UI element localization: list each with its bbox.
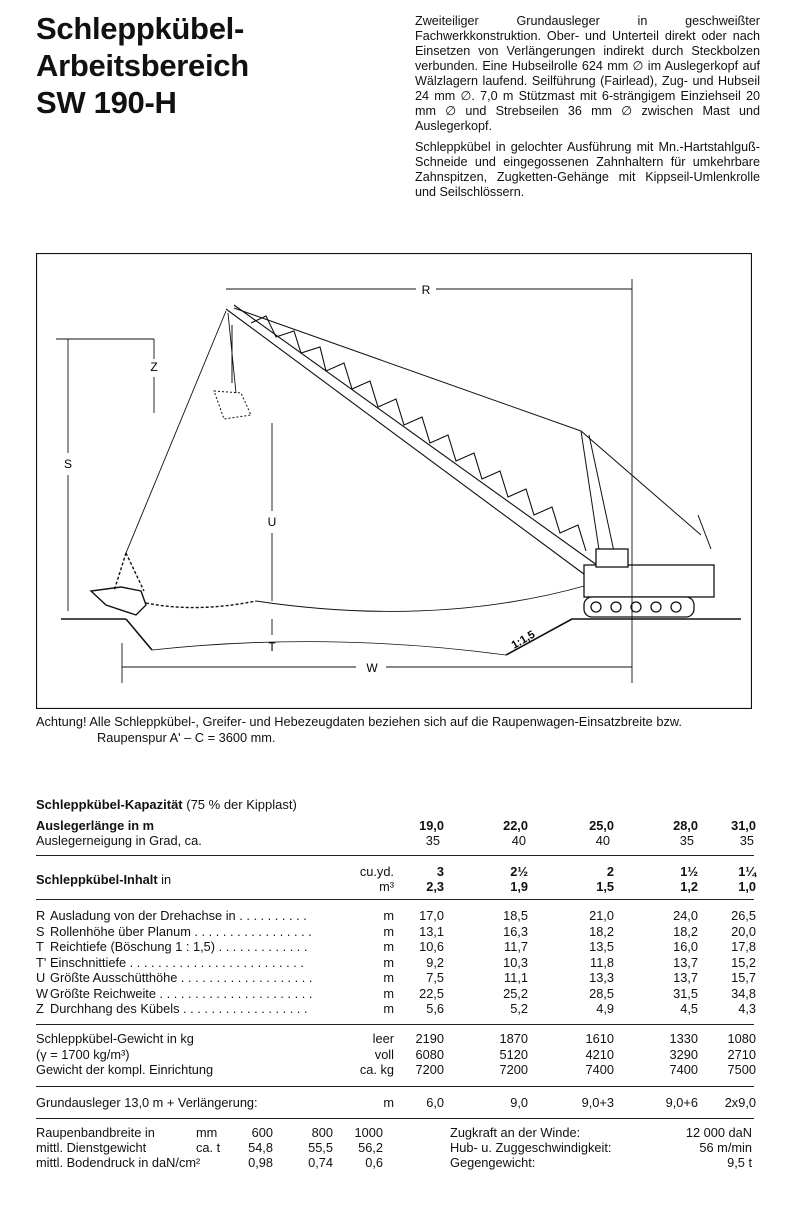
- ground-line: [61, 619, 741, 655]
- footer-left-value: 800: [311, 1125, 333, 1140]
- divider: [36, 1118, 754, 1119]
- spec-value: 13,7: [673, 970, 698, 985]
- title-line-3: SW 190-H: [36, 85, 177, 120]
- spec-value: 15,2: [731, 954, 756, 970]
- cuyd-value: 2: [606, 864, 614, 879]
- footer-left-row: [36, 1141, 396, 1156]
- boom-length-value: 28,0: [673, 818, 698, 833]
- m3-value: 1,9: [510, 879, 528, 894]
- spec-value: 26,5: [731, 908, 756, 923]
- cuyd-value: 1½: [680, 864, 698, 879]
- boom-angle-row: [36, 834, 766, 848]
- spec-value: 18,5: [503, 908, 528, 923]
- divider: [36, 1024, 754, 1025]
- spec-value: 13,3: [589, 970, 614, 985]
- working-range-diagram: [36, 253, 752, 709]
- title-line-2: Arbeitsbereich: [36, 48, 249, 83]
- page-title: [36, 10, 396, 121]
- weight-value: 3290: [669, 1046, 698, 1062]
- footer-right-label: Zugkraft an der Winde:: [450, 1125, 581, 1140]
- extension-label: Grundausleger 13,0 m + Verlängerung:: [36, 1095, 258, 1110]
- content-label-suffix: in: [157, 872, 172, 887]
- note: [36, 714, 776, 745]
- weight-value: 7200: [415, 1062, 444, 1077]
- capacity-title-bold: Schleppkübel-Kapazität: [36, 797, 183, 812]
- spec-value: 13,7: [673, 954, 698, 970]
- footer-left-row: [36, 1156, 396, 1171]
- spec-unit: m: [383, 939, 394, 954]
- footer-left-unit: mm: [196, 1125, 218, 1140]
- boom-angle-value: 35: [739, 833, 754, 848]
- spec-row: [36, 1002, 766, 1016]
- footer-left-unit: ca. t: [196, 1140, 221, 1155]
- cuyd-value: 1¼: [738, 864, 756, 879]
- bucket-top: [214, 325, 251, 419]
- label-R: R: [421, 283, 431, 297]
- title-line-1: Schleppkübel-: [36, 11, 244, 46]
- weight-row: [36, 1063, 766, 1077]
- extension-row: [36, 1096, 766, 1110]
- spec-row: [36, 987, 766, 1001]
- boom-length-label: Auslegerlänge in m: [36, 818, 155, 833]
- spec-value: 17,0: [419, 908, 444, 923]
- spec-label: Reichtiefe (Böschung 1 : 1,5) . . . . . . . . . . . . .: [50, 939, 308, 954]
- weight-unit: voll: [374, 1046, 394, 1062]
- excavation-profile: [152, 642, 506, 655]
- spec-value: 24,0: [673, 908, 698, 923]
- weight-value: 5120: [499, 1046, 528, 1062]
- footer-left-value: 54,8: [248, 1140, 273, 1155]
- spec-value: 28,5: [589, 985, 614, 1001]
- weight-row: [36, 1048, 766, 1062]
- weight-unit: ca. kg: [359, 1062, 394, 1077]
- spec-value: 10,3: [503, 954, 528, 970]
- boom: [226, 305, 608, 583]
- boom-length-value: 31,0: [731, 818, 756, 833]
- spec-symbol: W: [36, 985, 49, 1001]
- spec-unit: m: [383, 985, 394, 1001]
- spec-value: 10,6: [419, 939, 444, 954]
- content-m3-row: [36, 880, 766, 894]
- footer-left-value: 0,74: [308, 1155, 333, 1170]
- footer-left-value: 55,5: [308, 1140, 333, 1155]
- footer-left-value: 0,98: [248, 1155, 273, 1170]
- spec-label: Größte Ausschütthöhe . . . . . . . . . . . . . . . . . . .: [50, 970, 313, 985]
- bucket-bottom: [91, 553, 256, 615]
- dimension-lines: [56, 279, 632, 683]
- spec-value: 9,2: [426, 954, 444, 970]
- spec-value: 31,5: [673, 985, 698, 1001]
- footer-left-label: mittl. Dienstgewicht: [36, 1140, 147, 1155]
- spec-symbol: T: [36, 939, 44, 954]
- footer-right-label: Hub- u. Zuggeschwindigkeit:: [450, 1140, 612, 1155]
- spec-value: 21,0: [589, 908, 614, 923]
- weight-value: 7200: [499, 1062, 528, 1077]
- spec-row: [36, 971, 766, 985]
- footer-left-label: Raupenbandbreite in: [36, 1125, 155, 1140]
- extension-value: 9,0+3: [581, 1095, 614, 1110]
- footer-left-label: mittl. Bodendruck in daN/cm²: [36, 1155, 201, 1170]
- spec-value: 18,2: [589, 923, 614, 939]
- weight-value: 1330: [669, 1031, 698, 1046]
- spec-symbol: R: [36, 908, 46, 923]
- footer-left-value: 600: [251, 1125, 273, 1140]
- capacity-title: [36, 797, 297, 812]
- weight-value: 6080: [415, 1046, 444, 1062]
- note-line-2: Raupenspur A' – C = 3600 mm.: [97, 729, 276, 745]
- weight-value: 7400: [585, 1062, 614, 1077]
- weight-value: 7500: [727, 1062, 756, 1077]
- spec-symbol: U: [36, 970, 46, 985]
- unit-m3: m³: [379, 879, 394, 894]
- spec-value: 16,0: [673, 939, 698, 954]
- weight-value: 1870: [499, 1031, 528, 1046]
- m3-value: 1,0: [738, 879, 756, 894]
- extension-value: 9,0: [510, 1095, 528, 1110]
- intro-text: [415, 14, 760, 206]
- weight-value: 2710: [727, 1046, 756, 1062]
- boom-angle-value: 35: [425, 833, 440, 848]
- spec-value: 11,7: [504, 939, 528, 954]
- spec-unit: m: [383, 1001, 394, 1016]
- m3-value: 1,5: [596, 879, 614, 894]
- note-line-1: Achtung! Alle Schleppkübel-, Greifer- und Hebezeugdaten beziehen sich auf die Raupenwagen-Einsatzbreite bzw.: [36, 714, 682, 729]
- spec-symbol: S: [36, 923, 45, 939]
- spec-value: 13,1: [419, 923, 444, 939]
- spec-value: 11,1: [504, 970, 528, 985]
- footer-right-value: 9,5 t: [727, 1155, 752, 1170]
- footer-right-value: 56 m/min: [699, 1140, 752, 1155]
- spec-value: 16,3: [503, 923, 528, 939]
- extension-value: 6,0: [426, 1095, 444, 1110]
- extension-value: 2x9,0: [724, 1095, 756, 1110]
- weight-row: [36, 1032, 766, 1046]
- spec-unit: m: [383, 923, 394, 939]
- spec-unit: m: [383, 908, 394, 923]
- spec-unit: m: [383, 954, 394, 970]
- boom-length-value: 25,0: [589, 818, 614, 833]
- label-W: W: [366, 661, 378, 675]
- label-U: U: [267, 515, 277, 529]
- divider: [36, 1086, 754, 1087]
- m3-value: 2,3: [426, 879, 444, 894]
- weight-unit: leer: [372, 1031, 394, 1046]
- spec-unit: m: [383, 970, 394, 985]
- intro-paragraph-2: Schleppkübel in gelochter Ausführung mit Mn.-Hartstahlguß-Schneide und eingegossenen Zahnhaltern für umkehrbare Zahnspitzen, Zugketten-Gehänge mit Kippseil-Umlenkrolle und Seilschlössern.: [415, 140, 760, 199]
- spec-value: 4,9: [596, 1001, 614, 1016]
- m3-value: 1,2: [680, 879, 698, 894]
- spec-value: 20,0: [731, 923, 756, 939]
- spec-value: 25,2: [503, 985, 528, 1001]
- spec-value: 17,8: [731, 939, 756, 954]
- footer-left-row: [36, 1126, 396, 1141]
- intro-paragraph-1: Zweiteiliger Grundausleger in geschweißter Fachwerkkonstruktion. Ober- und Unterteil direkt oder nach Einsetzen von Verlängerungen indirekt durch Steckbolzen verbunden. Eine Hubseilrolle 624 mm ∅ im Auslegerkopf auf Wälzlagern laufend. Seilführung (Fairlead), Zug- und Hubseil 24 mm ∅. 7,0 m Stützmast mit 6-strängigem Einziehseil 20 mm ∅ und Strebseilen 36 mm ∅ zwischen Mast und Auslegerkopf.: [415, 14, 760, 133]
- content-label: Schleppkübel-Inhalt: [36, 872, 158, 887]
- weight-label: (γ = 1700 kg/m³): [36, 1046, 130, 1062]
- cuyd-value: 2½: [510, 864, 528, 879]
- divider: [36, 899, 754, 900]
- footer-right-label: Gegengewicht:: [450, 1155, 536, 1170]
- spec-value: 4,5: [680, 1001, 698, 1016]
- footer-right-row: [450, 1156, 752, 1171]
- footer-left-value: 0,6: [365, 1155, 383, 1170]
- spec-value: 4,3: [738, 1001, 756, 1016]
- spec-value: 15,7: [731, 970, 756, 985]
- extension-unit: m: [383, 1095, 394, 1110]
- weight-value: 4210: [585, 1046, 614, 1062]
- label-slope: 1:1,5: [509, 628, 538, 652]
- spec-label: Durchhang des Kübels . . . . . . . . . . . . . . . . . .: [50, 1001, 308, 1016]
- boom-angle-value: 40: [595, 833, 610, 848]
- boom-length-row: [36, 819, 766, 833]
- spec-row: [36, 925, 766, 939]
- weight-label: Gewicht der kompl. Einrichtung: [36, 1062, 214, 1077]
- spec-label: Größte Reichweite . . . . . . . . . . . . . . . . . . . . . .: [50, 985, 313, 1001]
- crawler-machine: [584, 549, 714, 617]
- boom-length-value: 19,0: [419, 818, 444, 833]
- weight-label: Schleppkübel-Gewicht in kg: [36, 1031, 194, 1046]
- spec-symbol: Z: [36, 1001, 44, 1016]
- capacity-title-rest: (75 % der Kipplast): [182, 797, 297, 812]
- label-S: S: [63, 457, 73, 471]
- label-Z: Z: [150, 360, 158, 374]
- hoist-and-drag-cables: [126, 311, 588, 611]
- spec-value: 11,8: [590, 954, 614, 970]
- weight-value: 1080: [727, 1031, 756, 1046]
- boom-angle-value: 35: [679, 833, 694, 848]
- footer-left-value: 56,2: [358, 1140, 383, 1155]
- weight-value: 2190: [415, 1031, 444, 1046]
- spec-value: 13,5: [589, 939, 614, 954]
- spec-value: 18,2: [673, 923, 698, 939]
- divider: [36, 855, 754, 856]
- weight-value: 7400: [669, 1062, 698, 1077]
- cuyd-value: 3: [436, 864, 444, 879]
- spec-label: Rollenhöhe über Planum . . . . . . . . . . . . . . . . .: [50, 923, 312, 939]
- footer-left-value: 1000: [354, 1125, 383, 1140]
- footer-right-row: [450, 1141, 752, 1156]
- spec-value: 5,2: [510, 1001, 528, 1016]
- footer-right-row: [450, 1126, 752, 1141]
- spec-row: [36, 956, 766, 970]
- boom-angle-label: Auslegerneigung in Grad, ca.: [36, 833, 202, 848]
- footer-right-value: 12 000 daN: [685, 1125, 752, 1140]
- boom-angle-value: 40: [511, 833, 526, 848]
- spec-value: 22,5: [419, 985, 444, 1001]
- extension-value: 9,0+6: [665, 1095, 698, 1110]
- unit-cuyd: cu.yd.: [359, 864, 394, 879]
- spec-symbol: T': [36, 954, 47, 970]
- weight-value: 1610: [585, 1031, 614, 1046]
- spec-value: 7,5: [426, 970, 444, 985]
- spec-value: 34,8: [731, 985, 756, 1001]
- spec-row: [36, 909, 766, 923]
- label-T: T: [268, 640, 276, 654]
- mast-and-cables: [234, 308, 711, 563]
- boom-length-value: 22,0: [503, 818, 528, 833]
- spec-value: 5,6: [426, 1001, 444, 1016]
- spec-label: Ausladung von der Drehachse in . . . . . . . . . .: [50, 908, 307, 923]
- spec-label: Einschnittiefe . . . . . . . . . . . . . . . . . . . . . . . . .: [50, 954, 304, 970]
- spec-row: [36, 940, 766, 954]
